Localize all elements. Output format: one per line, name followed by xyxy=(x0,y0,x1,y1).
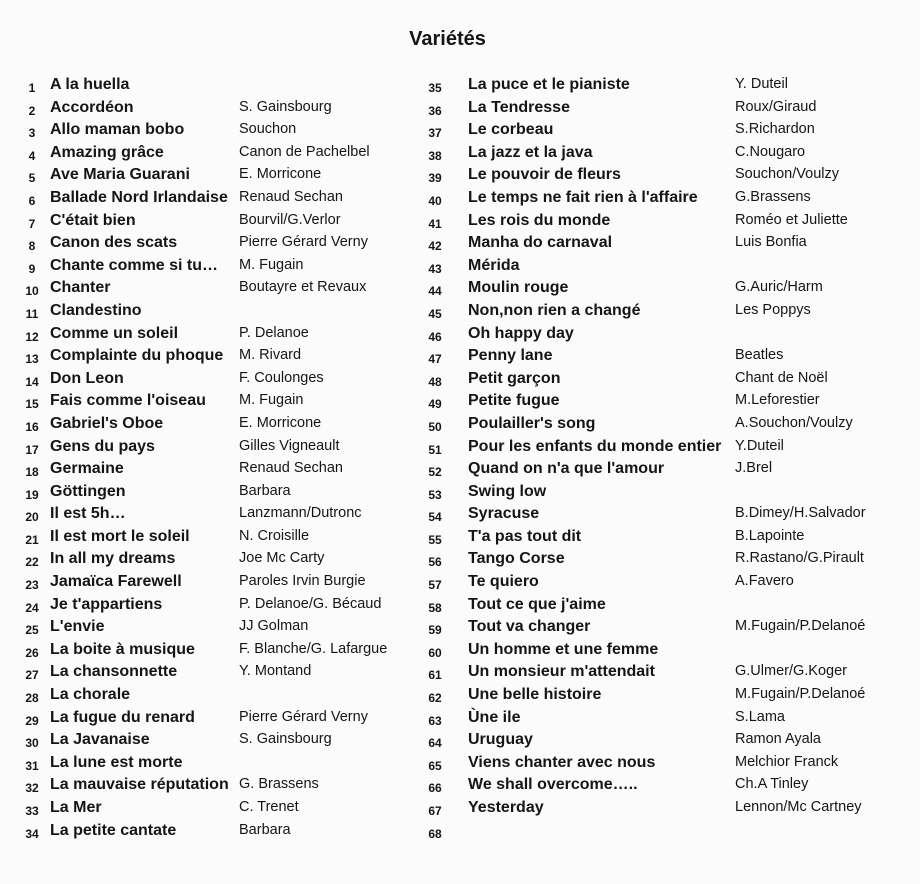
song-row xyxy=(425,505,915,528)
song-row xyxy=(425,370,915,393)
song-number: 43 xyxy=(428,261,442,276)
song-row xyxy=(22,76,422,99)
song-artist: E. Morricone xyxy=(239,414,322,431)
song-row xyxy=(425,754,915,777)
song-artist: S. Gainsbourg xyxy=(239,98,332,115)
song-row xyxy=(425,415,915,438)
song-artist: Ch.A Tinley xyxy=(735,776,809,793)
song-number: 22 xyxy=(25,555,39,570)
song-number: 28 xyxy=(25,691,39,706)
song-artist: Barbara xyxy=(239,821,291,838)
song-title: Göttingen xyxy=(50,482,126,500)
song-number: 6 xyxy=(28,193,36,208)
song-artist: Pierre Gérard Verny xyxy=(239,708,368,725)
song-title: La boite à musique xyxy=(50,640,195,658)
song-artist: M.Fugain/P.Delanoé xyxy=(735,618,866,635)
song-title: Amazing grâce xyxy=(50,143,164,161)
song-number: 15 xyxy=(25,397,39,412)
song-row xyxy=(22,144,422,167)
song-title: La mauvaise réputation xyxy=(50,776,229,794)
song-number: 30 xyxy=(25,736,39,751)
song-row xyxy=(22,370,422,393)
song-artist: Roux/Giraud xyxy=(735,98,817,115)
song-row xyxy=(425,731,915,754)
song-title: Ùne ile xyxy=(468,708,521,726)
song-title: La chansonnette xyxy=(50,663,178,681)
song-title: Chanter xyxy=(50,279,111,297)
song-title: Penny lane xyxy=(468,347,553,365)
song-row xyxy=(425,460,915,483)
song-title: Non,non rien a changé xyxy=(468,301,641,319)
song-row xyxy=(22,550,422,573)
song-artist: Beatles xyxy=(735,347,784,364)
song-number: 64 xyxy=(428,736,442,751)
song-row xyxy=(22,686,422,709)
song-title: Ballade Nord Irlandaise xyxy=(50,188,228,206)
song-number: 58 xyxy=(428,600,442,615)
song-artist: P. Delanoe/G. Bécaud xyxy=(239,595,382,612)
song-row xyxy=(425,483,915,506)
song-number: 51 xyxy=(428,442,442,457)
song-artist: JJ Golman xyxy=(239,618,309,635)
song-artist: Melchior Franck xyxy=(735,753,839,770)
song-number: 11 xyxy=(25,306,39,321)
song-title: In all my dreams xyxy=(50,550,176,568)
song-artist: J.Brel xyxy=(735,460,773,477)
song-row xyxy=(22,212,422,235)
song-row xyxy=(22,189,422,212)
song-artist: B.Lapointe xyxy=(735,527,805,544)
song-artist: M. Fugain xyxy=(239,256,304,273)
song-number: 49 xyxy=(428,397,442,412)
song-title: La petite cantate xyxy=(50,821,177,839)
song-number: 21 xyxy=(25,532,39,547)
song-title: Tout va changer xyxy=(468,618,591,636)
song-number: 40 xyxy=(428,193,442,208)
song-title: Quand on n'a que l'amour xyxy=(468,460,665,478)
song-row xyxy=(425,776,915,799)
song-number: 54 xyxy=(428,510,442,525)
song-artist: Canon de Pachelbel xyxy=(239,143,370,160)
song-artist: Pierre Gérard Verny xyxy=(239,234,368,251)
song-row xyxy=(22,121,422,144)
song-row xyxy=(22,483,422,506)
song-title: La puce et le pianiste xyxy=(468,76,630,93)
song-row xyxy=(425,799,915,822)
song-row xyxy=(425,76,915,99)
song-artist: E. Morricone xyxy=(239,166,322,183)
song-row xyxy=(425,641,915,664)
song-number: 18 xyxy=(25,465,39,480)
song-title: La Javanaise xyxy=(50,731,150,749)
song-title: Allo maman bobo xyxy=(50,121,185,139)
song-title: Gens du pays xyxy=(50,437,155,455)
song-title: A la huella xyxy=(50,76,130,93)
song-number: 32 xyxy=(25,781,39,796)
song-number: 41 xyxy=(428,216,442,231)
song-row xyxy=(22,663,422,686)
song-title: Don Leon xyxy=(50,369,124,387)
song-artist: Paroles Irvin Burgie xyxy=(239,573,366,590)
song-number: 12 xyxy=(25,329,39,344)
song-number: 23 xyxy=(25,578,39,593)
song-number: 39 xyxy=(428,171,442,186)
song-row xyxy=(22,392,422,415)
song-artist: Y. Duteil xyxy=(735,76,788,92)
song-artist: Les Poppys xyxy=(735,301,811,318)
song-title: Yesterday xyxy=(468,799,544,816)
song-artist: F. Coulonges xyxy=(239,369,324,386)
song-number: 47 xyxy=(428,352,442,367)
song-title: Swing low xyxy=(468,482,547,500)
song-title: Chante comme si tu… xyxy=(50,256,219,274)
song-artist: G.Ulmer/G.Koger xyxy=(735,663,847,680)
song-title: Complainte du phoque xyxy=(50,347,224,365)
song-number: 7 xyxy=(28,216,36,231)
song-title: Fais comme l'oiseau xyxy=(50,392,206,410)
song-artist: Lennon/Mc Cartney xyxy=(735,799,862,815)
song-title: L'envie xyxy=(50,618,105,636)
song-number: 68 xyxy=(428,826,442,841)
song-artist: Chant de Noël xyxy=(735,369,828,386)
song-title: La lune est morte xyxy=(50,753,183,771)
song-artist: C. Trenet xyxy=(239,799,299,815)
song-number: 52 xyxy=(428,465,442,480)
song-row xyxy=(22,166,422,189)
song-title: Te quiero xyxy=(468,573,539,591)
song-artist: Y.Duteil xyxy=(735,437,784,454)
song-row xyxy=(22,347,422,370)
song-number: 55 xyxy=(428,532,442,547)
song-number: 9 xyxy=(28,261,36,276)
song-number: 17 xyxy=(25,442,39,457)
song-title: Germaine xyxy=(50,460,124,478)
song-title: Accordéon xyxy=(50,98,134,116)
song-title: Clandestino xyxy=(50,301,142,319)
song-number: 4 xyxy=(28,148,36,163)
song-row xyxy=(425,392,915,415)
song-artist: G. Brassens xyxy=(239,776,319,793)
song-title: Canon des scats xyxy=(50,234,178,252)
song-row xyxy=(425,279,915,302)
song-number: 27 xyxy=(25,668,39,683)
song-number: 63 xyxy=(428,713,442,728)
song-row xyxy=(425,596,915,619)
song-row xyxy=(22,99,422,122)
song-row xyxy=(425,709,915,732)
song-artist: R.Rastano/G.Pirault xyxy=(735,550,864,567)
song-number: 42 xyxy=(428,239,442,254)
song-row xyxy=(22,822,422,845)
song-number: 48 xyxy=(428,374,442,389)
song-number: 56 xyxy=(428,555,442,570)
song-row xyxy=(22,415,422,438)
song-number: 37 xyxy=(428,126,442,141)
song-row xyxy=(22,234,422,257)
song-row xyxy=(425,189,915,212)
song-title: Poulailler's song xyxy=(468,414,596,432)
song-title: La Mer xyxy=(50,799,102,816)
song-row xyxy=(425,528,915,551)
song-row xyxy=(22,573,422,596)
song-artist: Renaud Sechan xyxy=(239,188,343,205)
song-row xyxy=(22,460,422,483)
song-number: 1 xyxy=(28,81,36,95)
page-title: Variétés xyxy=(409,28,486,50)
song-artist: M.Fugain/P.Delanoé xyxy=(735,686,866,703)
song-title: La chorale xyxy=(50,686,131,704)
song-number: 10 xyxy=(25,284,39,299)
song-artist: Ramon Ayala xyxy=(735,731,821,748)
song-number: 53 xyxy=(428,487,442,502)
song-title: La Tendresse xyxy=(468,98,570,116)
song-artist: N. Croisille xyxy=(239,527,310,544)
song-artist: M.Leforestier xyxy=(735,392,820,409)
song-title: Tout ce que j'aime xyxy=(468,595,606,613)
song-row xyxy=(425,573,915,596)
song-artist: Souchon xyxy=(239,121,297,138)
song-row xyxy=(22,731,422,754)
song-title: La fugue du renard xyxy=(50,708,195,726)
song-title: Jamaïca Farewell xyxy=(50,573,182,591)
song-number: 8 xyxy=(28,239,36,254)
song-title: Un homme et une femme xyxy=(468,640,659,658)
song-artist: G.Auric/Harm xyxy=(735,279,823,296)
song-title: Mérida xyxy=(468,256,520,274)
song-number: 13 xyxy=(25,352,39,367)
song-artist: A.Favero xyxy=(735,573,794,590)
song-row xyxy=(425,166,915,189)
song-row xyxy=(425,212,915,235)
song-artist: G.Brassens xyxy=(735,188,811,205)
song-title: Un monsieur m'attendait xyxy=(468,663,655,681)
song-artist: Lanzmann/Dutronc xyxy=(239,505,362,522)
song-row xyxy=(425,302,915,325)
song-list-left xyxy=(22,76,422,844)
song-list-right xyxy=(425,76,915,844)
song-number: 3 xyxy=(28,126,36,141)
song-title: Oh happy day xyxy=(468,324,574,342)
song-title: C'était bien xyxy=(50,211,136,229)
song-title: Le temps ne fait rien à l'affaire xyxy=(468,188,698,206)
song-artist: A.Souchon/Voulzy xyxy=(735,414,853,431)
song-artist: C.Nougaro xyxy=(735,143,806,160)
song-title: Il est mort le soleil xyxy=(50,527,190,545)
song-number: 26 xyxy=(25,645,39,660)
song-artist: Luis Bonfia xyxy=(735,234,807,251)
song-number: 66 xyxy=(428,781,442,796)
song-artist: S. Gainsbourg xyxy=(239,731,332,748)
song-number: 20 xyxy=(25,510,39,525)
song-title: Gabriel's Oboe xyxy=(50,414,164,432)
song-row xyxy=(22,776,422,799)
song-row xyxy=(22,279,422,302)
song-title: Le corbeau xyxy=(468,121,554,139)
song-number: 36 xyxy=(428,103,442,118)
song-row xyxy=(425,121,915,144)
song-row xyxy=(22,438,422,461)
song-title: Je t'appartiens xyxy=(50,595,163,613)
song-row xyxy=(425,325,915,348)
song-title: Les rois du monde xyxy=(468,211,611,229)
song-number: 65 xyxy=(428,758,442,773)
song-artist: Boutayre et Revaux xyxy=(239,279,367,296)
song-number: 31 xyxy=(25,758,39,773)
song-artist: M. Rivard xyxy=(239,347,302,364)
song-row xyxy=(425,347,915,370)
song-row xyxy=(22,754,422,777)
song-title: Tango Corse xyxy=(468,550,565,568)
song-number: 16 xyxy=(25,419,39,434)
song-row xyxy=(425,618,915,641)
song-number: 2 xyxy=(28,103,36,118)
song-artist: M. Fugain xyxy=(239,392,304,409)
song-artist: B.Dimey/H.Salvador xyxy=(735,505,866,522)
song-title: La jazz et la java xyxy=(468,143,593,161)
song-number: 67 xyxy=(428,804,442,818)
song-row xyxy=(22,528,422,551)
song-number: 35 xyxy=(428,81,442,95)
song-number: 34 xyxy=(25,826,39,841)
song-number: 45 xyxy=(428,306,442,321)
song-number: 33 xyxy=(25,804,39,818)
song-title: Syracuse xyxy=(468,505,540,523)
song-title: Moulin rouge xyxy=(468,279,569,297)
song-artist: P. Delanoe xyxy=(239,324,309,341)
song-artist: Renaud Sechan xyxy=(239,460,343,477)
song-title: T'a pas tout dit xyxy=(468,527,582,545)
song-number: 24 xyxy=(25,600,39,615)
song-row xyxy=(425,822,915,845)
song-row xyxy=(425,438,915,461)
song-row xyxy=(425,686,915,709)
song-row xyxy=(425,99,915,122)
song-artist: Souchon/Voulzy xyxy=(735,166,839,183)
song-artist: Joe Mc Carty xyxy=(239,550,325,567)
song-row xyxy=(22,641,422,664)
song-artist: Y. Montand xyxy=(239,663,312,680)
song-number: 60 xyxy=(428,645,442,660)
song-row xyxy=(22,257,422,280)
song-number: 59 xyxy=(428,623,442,638)
song-artist: Bourvil/G.Verlor xyxy=(239,211,341,228)
song-title: Petit garçon xyxy=(468,369,561,387)
song-number: 5 xyxy=(28,171,36,186)
song-row xyxy=(22,709,422,732)
song-artist: Barbara xyxy=(239,482,291,499)
song-title: Viens chanter avec nous xyxy=(468,753,656,771)
song-title: Ave Maria Guarani xyxy=(50,166,190,184)
song-title: Une belle histoire xyxy=(468,686,602,704)
song-number: 50 xyxy=(428,419,442,434)
song-number: 57 xyxy=(428,578,442,593)
song-row xyxy=(425,550,915,573)
song-title: We shall overcome….. xyxy=(468,776,638,794)
song-row xyxy=(425,234,915,257)
song-title: Uruguay xyxy=(468,731,533,749)
song-row xyxy=(22,799,422,822)
song-artist: F. Blanche/G. Lafargue xyxy=(239,640,388,657)
song-row xyxy=(22,325,422,348)
song-row xyxy=(22,618,422,641)
song-number: 46 xyxy=(428,329,442,344)
song-row xyxy=(22,505,422,528)
song-number: 29 xyxy=(25,713,39,728)
song-title: Il est 5h… xyxy=(50,505,126,523)
song-title: Petite fugue xyxy=(468,392,560,410)
song-number: 19 xyxy=(25,487,39,502)
song-number: 38 xyxy=(428,148,442,163)
song-number: 14 xyxy=(25,374,39,389)
song-artist: Roméo et Juliette xyxy=(735,211,848,228)
song-number: 62 xyxy=(428,691,442,706)
song-number: 25 xyxy=(25,623,39,638)
song-title: Le pouvoir de fleurs xyxy=(468,166,621,184)
song-artist: S.Richardon xyxy=(735,121,815,138)
song-row xyxy=(22,596,422,619)
song-row xyxy=(425,257,915,280)
song-title: Manha do carnaval xyxy=(468,234,613,252)
song-title: Comme un soleil xyxy=(50,324,179,342)
song-row xyxy=(425,663,915,686)
song-row xyxy=(22,302,422,325)
song-number: 44 xyxy=(428,284,442,299)
song-row xyxy=(425,144,915,167)
song-title: Pour les enfants du monde entier xyxy=(468,437,722,455)
song-number: 61 xyxy=(428,668,442,683)
song-artist: Gilles Vigneault xyxy=(239,437,340,454)
song-artist: S.Lama xyxy=(735,708,785,725)
